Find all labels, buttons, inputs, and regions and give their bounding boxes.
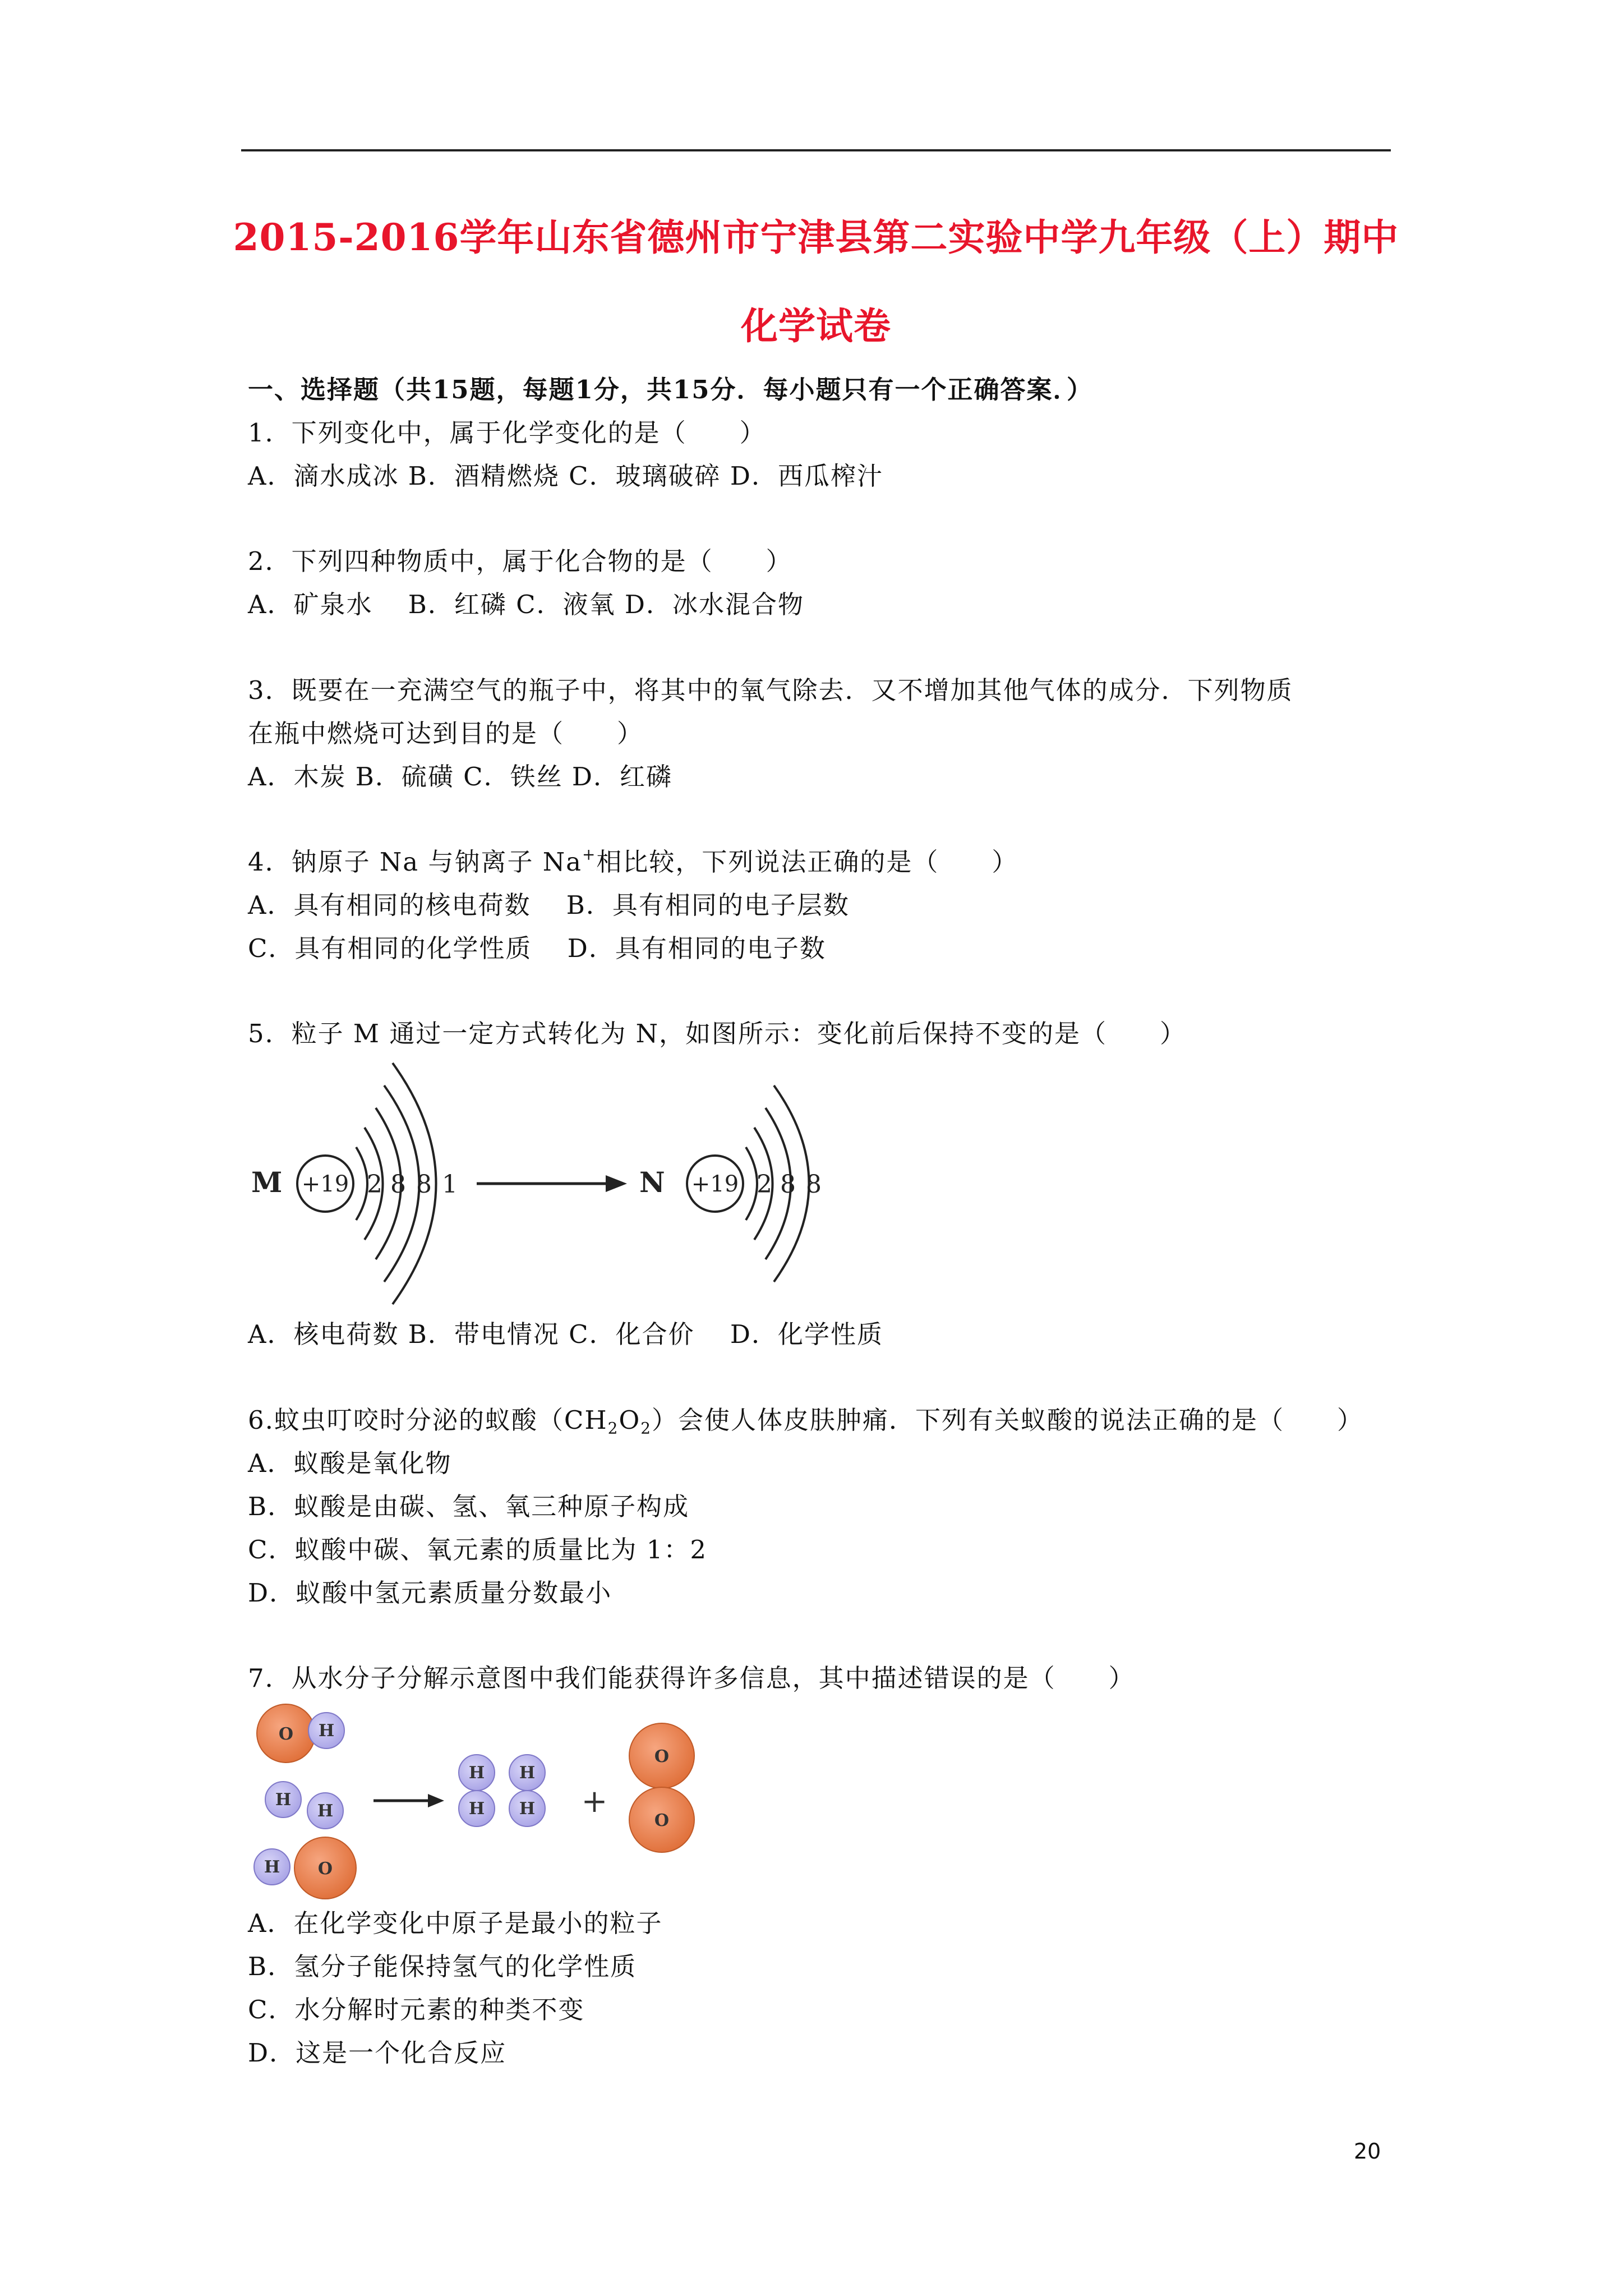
- q2-options: A．矿泉水 B．红磷 C．液氧 D．冰水混合物: [248, 590, 804, 619]
- q3-stem-line2: 在瓶中燃烧可达到目的是（ ）: [248, 719, 644, 748]
- q7-plus-sign: +: [581, 1783, 608, 1820]
- section-heading: 一、选择题（共15题，每题1分，共15分．每小题只有一个正确答案．）: [248, 375, 1094, 404]
- q6-stem-mid: O: [619, 1405, 641, 1435]
- q7-option-c: C．水分解时元素的种类不变: [248, 1995, 585, 2024]
- q6-stem-post: ）会使人体皮肤肿痛．下列有关蚁酸的说法正确的是（ ）: [652, 1405, 1364, 1435]
- q3-options: A．木炭 B．硫磺 C．铁丝 D．红磷: [248, 762, 672, 792]
- q4-ion-charge: +: [582, 845, 597, 864]
- q6-stem: [248, 1405, 1364, 1438]
- q5-label-m: M: [251, 1166, 283, 1199]
- q7-stem: 7．从水分子分解示意图中我们能获得许多信息，其中描述错误的是（ ）: [248, 1663, 1135, 1693]
- q5-shell-m-1: 2: [367, 1170, 382, 1199]
- q6-sub-1: 2: [607, 1419, 619, 1438]
- q7-water-molecule-1: [257, 1704, 344, 1763]
- q4-stem: [248, 845, 1018, 877]
- header-rule: [241, 149, 1391, 151]
- q7-oxygen-label: O: [317, 1859, 333, 1879]
- q6-sub-2: 2: [640, 1419, 652, 1438]
- q5-shell-n-2: 8: [780, 1170, 796, 1199]
- q4-options-line2: C．具有相同的化学性质 D．具有相同的电子数: [248, 933, 826, 963]
- q7-hydrogen-label: H: [318, 1721, 335, 1741]
- q6-option-c: C．蚁酸中碳、氧元素的质量比为 1：2: [248, 1535, 707, 1565]
- q5-shell-m-4: 1: [442, 1170, 458, 1199]
- q7-option-b: B．氢分子能保持氢气的化学性质: [248, 1952, 637, 1981]
- q2-stem: 2．下列四种物质中，属于化合物的是（ ）: [248, 546, 792, 576]
- q7-oxygen-label: O: [278, 1724, 294, 1744]
- q7-hydrogen-pair: [265, 1782, 343, 1829]
- q7-hydrogen-molecule-2: [509, 1755, 545, 1826]
- q6-option-d: D．蚁酸中氢元素质量分数最小: [248, 1578, 612, 1608]
- q7-hydrogen-label: H: [264, 1857, 280, 1877]
- q1-options: A．滴水成冰 B．酒精燃烧 C．玻璃破碎 D．西瓜榨汁: [248, 461, 883, 491]
- q5-nucleus-m-charge: +19: [301, 1171, 349, 1197]
- q7-option-a: A．在化学变化中原子是最小的粒子: [248, 1908, 663, 1938]
- q6-stem-pre: 6.蚊虫叮咬时分泌的蚁酸（CH: [248, 1405, 608, 1435]
- q7-oxygen-molecule: [629, 1723, 694, 1852]
- exam-title-line1: 2015-2016学年山东省德州市宁津县第二实验中学九年级（上）期中: [233, 215, 1399, 259]
- q7-hydrogen-label: H: [275, 1790, 292, 1810]
- q5-nucleus-n-charge: +19: [691, 1171, 739, 1197]
- q5-options: A．核电荷数 B．带电情况 C．化合价 D．化学性质: [248, 1319, 883, 1349]
- q7-hydrogen-label: H: [519, 1763, 536, 1783]
- q7-hydrogen-molecule-1: [459, 1755, 495, 1826]
- q4-options-line1: A．具有相同的核电荷数 B．具有相同的电子层数: [248, 890, 850, 920]
- q7-oxygen-label: O: [654, 1811, 670, 1830]
- q4-stem-post: 相比较，下列说法正确的是（ ）: [596, 847, 1018, 877]
- q5-arrow: [477, 1175, 627, 1192]
- q5-label-n: N: [639, 1166, 665, 1199]
- q6-option-a: A．蚁酸是氧化物: [248, 1448, 452, 1478]
- q4-stem-pre: 4．钠原子 Na 与钠离子 Na: [248, 847, 582, 877]
- q7-water-molecule-2: [254, 1837, 356, 1899]
- q7-hydrogen-label: H: [317, 1801, 334, 1821]
- q7-oxygen-label: O: [654, 1747, 670, 1766]
- q7-option-d: D．这是一个化合反应: [248, 2038, 507, 2068]
- exam-title-line2: 化学试卷: [741, 304, 891, 348]
- q5-shell-m-3: 8: [416, 1170, 432, 1199]
- q7-hydrogen-label: H: [468, 1763, 485, 1783]
- q5-shell-n-3: 8: [806, 1170, 822, 1199]
- q5-stem: 5．粒子 M 通过一定方式转化为 N，如图所示：变化前后保持不变的是（ ）: [248, 1019, 1186, 1048]
- page-number: 20: [1354, 2139, 1381, 2164]
- q5-shell-m-2: 8: [390, 1170, 406, 1199]
- q7-arrow: [374, 1794, 444, 1807]
- q7-hydrogen-label: H: [468, 1799, 485, 1819]
- q7-hydrogen-label: H: [519, 1799, 536, 1819]
- q1-stem: 1．下列变化中，属于化学变化的是（ ）: [248, 418, 766, 448]
- q6-option-b: B．蚁酸是由碳、氢、氧三种原子构成: [248, 1492, 690, 1521]
- q5-electron-shells-n: [746, 1085, 809, 1282]
- q7-water-decomposition-diagram: [241, 1700, 723, 1907]
- q5-atom-structure-diagram: [241, 1055, 886, 1318]
- q5-shell-n-1: 2: [757, 1170, 772, 1199]
- q3-stem-line1: 3．既要在一充满空气的瓶子中，将其中的氧气除去．又不增加其他气体的成分．下列物质: [248, 675, 1293, 705]
